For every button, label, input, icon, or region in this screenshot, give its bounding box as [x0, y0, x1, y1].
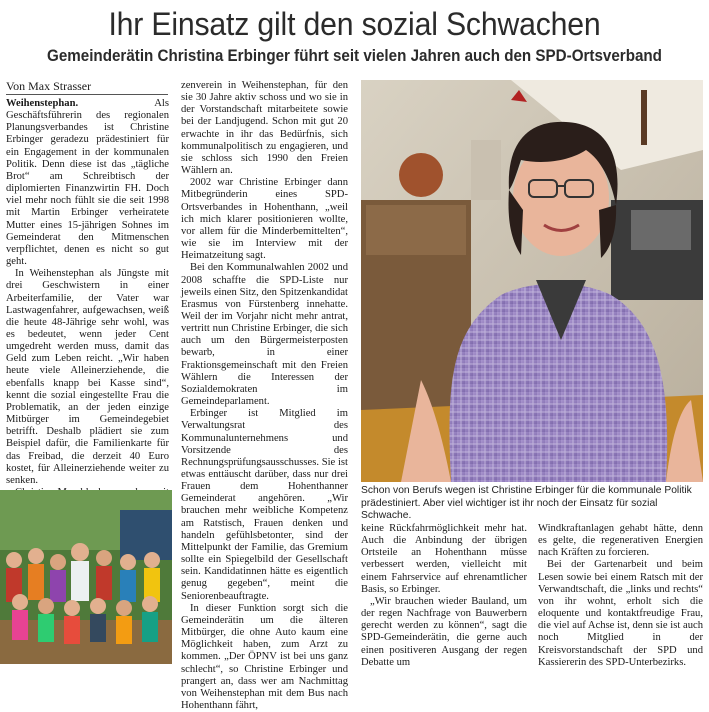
article-column-1 [6, 98, 169, 484]
paragraph: Bei der Gartenarbeit und beim Lesen sowie bei einem Ratsch mit der Verwandtschaft, die „links und rechts“ von ihr wohnt, erholt sich die eloquente und kontaktfreudige Frau, die viel auf Achse ist, denn sie ist auch noch Mitglied in der Kreisvorstandschaft der SPD und Kassiererin des SPD-Unterbezirks. [538, 559, 703, 668]
paragraph [6, 98, 169, 268]
group-photo [0, 490, 172, 664]
paragraph: In Weihenstephan als Jüngste mit drei Geschwistern in einer Arbeiterfamilie, der Vater war Lastwagenfahrer, aufgewachsen, weiß die heute 48-Jährige sehr wohl, was es bedeutet, wenn jeder Cent umgedreht werden muss, damit das Geld zum Leben reicht. „Wir haben heute viele Alleinerziehende, die ebenfalls knapp bei Kasse sind“, kennt die sozial eingestellte Frau die Problematik, an der jeden einzige Mitbürger im Gemeindegebiet betrifft. Deshalb plädiert sie zum Beispiel dafür, die Familienkarte für das Freibad, die derzeit 40 Euro kostet, für Alleinerziehende weiter zu senken. [6, 268, 169, 486]
headline: Ihr Einsatz gilt den sozial Schwachen [108, 6, 601, 42]
paragraph: keine Rückfahrmöglichkeit mehr hat. Auch die Anbindung der übrigen Ortsteile an Hohenthann müsse verbessert werden, vielleicht mit einem Fahrservice auf ehrenamtlicher Basis, so Erbinger. [361, 523, 527, 595]
paragraph: Bei den Kommunalwahlen 2002 und 2008 schaffte die SPD-Liste nur jeweils einen Sitz, den Spitzenkandidat Erasmus von Fürstenberg innehatte. Weil der im Vorjahr nicht mehr antrat, vertritt nun Christine Erbinger, die sich auch um den Bürgermeisterposten bewarb, in einer Fraktionsgemeinschaft mit den Freien Wählern die Interessen der Sozialdemokraten im Gemeindeparlament. [181, 262, 348, 408]
paragraph: Erbinger ist Mitglied im Verwaltungsrat des Kommunalunternehmens und Vorsitzende des Rechnungsprüfungsausschusses. Sie ist etwas enttäuscht darüber, dass nur drei Frauen dem Hohenthanner Gemeinderat angehören. „Wir brauchen mehr weibliche Kompetenz am Ratstisch, Frauen denken und handeln gefühlsbetonter, sind der Mittelpunkt der Familie, das Gremium sollte ein Spiegelbild der Gesellschaft sein. Kandidatinnen hätte es eigentlich genug gegeben“, meint die Seniorenbeauftragte. [181, 408, 348, 602]
paragraph: zenverein in Weihenstephan, für den sie 30 Jahre aktiv schoss und wo sie in der Vorstandschaft mitarbeitete sowie bei der Landjugend. Schon mit gut 20 erwachte in ihr das Bedürfnis, sich kommunalpolitisch zu engagieren, und sie schloss sich 1990 den Freien Wählern an. [181, 80, 348, 177]
paragraph: „Wir brauchen wieder Bauland, um der regen Nachfrage von Bauwerbern gerecht werden zu können“, sagt die SPD-Gemeinderätin, die gerne auch einen positiveren Ausgang der regen Debatte um [361, 595, 527, 668]
dateline: Weihenstephan. [6, 98, 79, 109]
subheadline: Gemeinderätin Christina Erbinger führt seit vielen Jahren auch den SPD-Ortsverband [47, 47, 662, 65]
byline: Von Max Strasser [6, 79, 168, 95]
article-column-3 [361, 523, 527, 668]
article-column-4 [538, 523, 703, 668]
paragraph: Windkraftanlagen gehabt hätte, denn es gelte, die regenerativen Energien nach Kräften zu forcieren. [538, 523, 703, 559]
portrait-photo [361, 80, 703, 482]
photo-caption: Schon von Berufs wegen ist Christine Erbinger für die kommunale Politik prädestiniert. Aber viel wichtiger ist ihr noch der Einsatz für sozial Schwache. [361, 485, 692, 521]
paragraph: 2002 war Christine Erbinger dann Mitbegründerin eines SPD-Ortsverbandes in Hohenthann, „weil ich mich klarer positionieren wollte, vor allem für die Minderbemittelten“, wie sie im Interview mit der Heimatzeitung sagt. [181, 177, 348, 262]
paragraph-text: Als Geschäftsführerin des regionalen Planungsverbandes ist Christine Erbinger geradezu prädestiniert für ein Engagement in der kommunalen Politik. Denn diese ist das „tägliche Brot“ am Schreibtisch der diplomierten Finanzwirtin FH. Doch viel mehr noch fühlt sie die seit 1998 mit Martin Erbinger verheiratete Mutter eines 15-jährigen Sohnes im Gemeinderat den Mitmenschen verpflichtet, denen es nicht so gut geht. [6, 98, 169, 268]
article-column-2 [181, 80, 348, 711]
paragraph: In dieser Funktion sorgt sich die Gemeinderätin um die älteren Mitbürger, die ohne Auto kaum eine Möglichkeit haben, zum Arzt zu kommen. „Der ÖPNV ist bei uns ganz schlecht“, so Christine Erbinger und prangert an, dass wer am Nachmittag von Weihenstephan mit dem Bus nach Hohenthann fährt, [181, 602, 348, 711]
